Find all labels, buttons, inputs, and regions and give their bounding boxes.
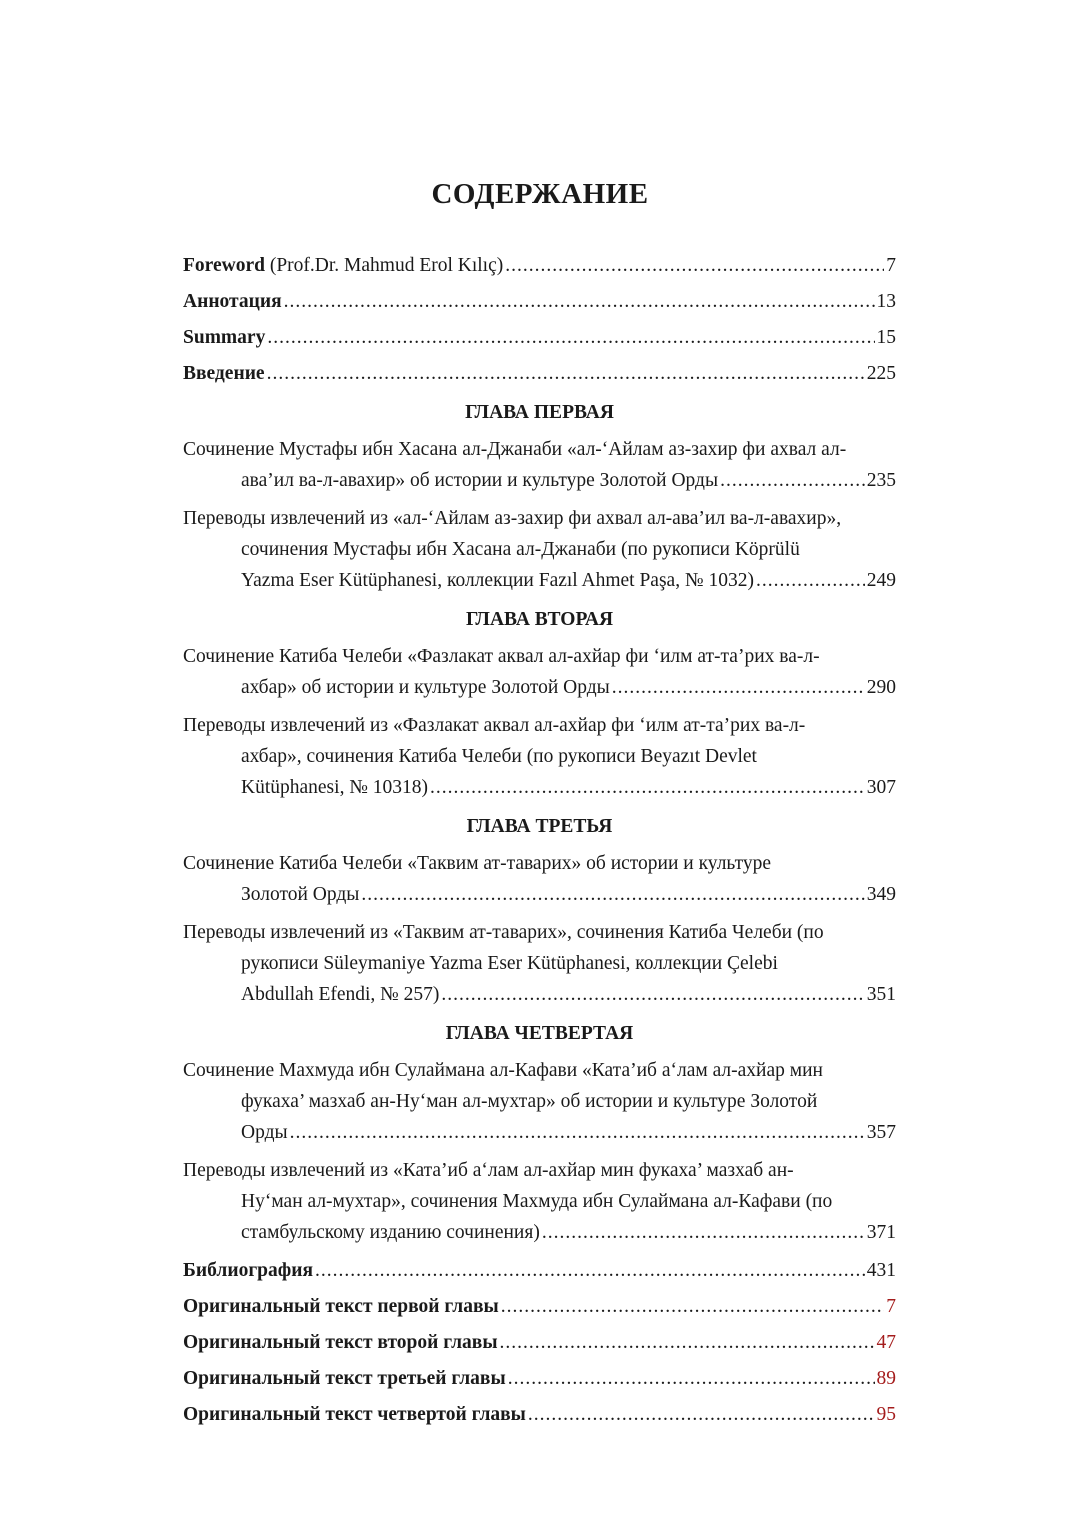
entry-line: ахбар» об истории и культуре Золотой Орды [241, 677, 610, 698]
page-number: 351 [866, 984, 896, 1005]
dot-leader [267, 322, 874, 354]
page-number: 307 [866, 777, 896, 798]
entry-label: Summary [183, 327, 266, 348]
toc-entry-original-ch2[interactable] [183, 1327, 896, 1359]
dot-leader [284, 286, 875, 318]
dot-leader [612, 672, 865, 703]
entry-line: рукописи Süleymaniye Yazma Eser Kütüphanesi, коллекции Çelebi [241, 953, 778, 974]
page-number: 225 [866, 363, 896, 384]
dot-leader [267, 358, 865, 390]
entry-label: Оригинальный текст третьей главы [183, 1368, 506, 1389]
page-number: 249 [866, 570, 896, 591]
dot-leader [500, 1327, 875, 1359]
entry-line: ахбар», сочинения Катиба Челеби (по рукописи Beyazıt Devlet [241, 746, 757, 767]
entry-line: Сочинение Катиба Челеби «Таквим ат-таварих» об истории и культуре [183, 853, 771, 874]
dot-leader [361, 879, 864, 910]
dot-leader [290, 1117, 865, 1148]
toc-entry-introduction[interactable] [183, 358, 896, 390]
entry-line: Переводы извлечений из «Ката’иб а‘лам ал-ахйар мин фукаха’ мазхаб ан- [183, 1160, 794, 1181]
dot-leader [756, 565, 865, 596]
entry-label: Аннотация [183, 291, 282, 312]
table-of-contents [183, 250, 896, 1435]
entry-label: Введение [183, 363, 265, 384]
page-number: 13 [876, 291, 896, 312]
toc-entry-annotation[interactable] [183, 286, 896, 318]
dot-leader [528, 1399, 875, 1431]
entry-line: Переводы извлечений из «ал-‘Айлам аз-захир фи ахвал ал-ава’ил ва-л-авахир», [183, 508, 842, 529]
dot-leader [720, 465, 865, 496]
toc-entry-bibliography[interactable] [183, 1255, 896, 1287]
entry-line: Орды [241, 1122, 288, 1143]
toc-entry-ch3-2[interactable] [183, 917, 896, 1010]
page-number: 357 [866, 1122, 896, 1143]
dot-leader [508, 1363, 875, 1395]
entry-line: Переводы извлечений из «Фазлакат аквал ал-ахйар фи ‘илм ат-та’рих ва-л- [183, 715, 806, 736]
dot-leader [501, 1291, 885, 1323]
entry-label: Библиография [183, 1260, 314, 1281]
entry-line: Ну‘ман ал-мухтар», сочинения Махмуда ибн Сулаймана ал-Кафави (по [241, 1191, 833, 1212]
dot-leader [542, 1217, 865, 1248]
entry-line: Сочинение Махмуда ибн Сулаймана ал-Кафави «Ката’иб а‘лам ал-ахйар мин [183, 1060, 823, 1081]
page-number: 89 [876, 1368, 896, 1389]
page-number: 290 [866, 677, 896, 698]
entry-line: ава’ил ва-л-авахир» об истории и культуре Золотой Орды [241, 470, 719, 491]
entry-line: сочинения Мустафы ибн Хасана ал-Джанаби (по рукописи Köprülü [241, 539, 800, 560]
toc-entry-ch2-1[interactable] [183, 641, 896, 703]
toc-entry-original-ch1[interactable] [183, 1291, 896, 1323]
entry-label: Оригинальный текст второй главы [183, 1332, 498, 1353]
page-number: 7 [886, 1296, 896, 1317]
toc-entry-ch4-2[interactable] [183, 1155, 896, 1248]
toc-entry-ch2-2[interactable] [183, 710, 896, 803]
chapter-heading-1: ГЛАВА ПЕРВАЯ [465, 402, 614, 423]
entry-label: Foreword [183, 255, 265, 276]
toc-entry-summary[interactable] [183, 322, 896, 354]
entry-subtitle: (Prof.Dr. Mahmud Erol Kılıç) [264, 255, 504, 276]
chapter-heading-3: ГЛАВА ТРЕТЬЯ [466, 816, 613, 837]
dot-leader [315, 1255, 865, 1287]
entry-line: Сочинение Катиба Челеби «Фазлакат аквал ал-ахйар фи ‘илм ат-та’рих ва-л- [183, 646, 820, 667]
page-number: 47 [876, 1332, 896, 1353]
page-number: 371 [866, 1222, 896, 1243]
entry-line: Золотой Орды [241, 884, 360, 905]
page-number: 15 [876, 327, 896, 348]
entry-line: стамбульскому изданию сочинения) [241, 1222, 540, 1243]
page-number: 235 [866, 470, 896, 491]
chapter-heading-4: ГЛАВА ЧЕТВЕРТАЯ [445, 1023, 634, 1044]
toc-entry-ch1-1[interactable] [183, 434, 896, 496]
toc-entry-ch4-1[interactable] [183, 1055, 896, 1148]
toc-entry-foreword[interactable] [183, 250, 896, 282]
entry-line: Сочинение Мустафы ибн Хасана ал-Джанаби «ал-‘Айлам аз-захир фи ахвал ал- [183, 439, 847, 460]
dot-leader [441, 979, 864, 1010]
entry-label: Оригинальный текст четвертой главы [183, 1404, 526, 1425]
entry-label: Оригинальный текст первой главы [183, 1296, 499, 1317]
page-number: 431 [866, 1260, 896, 1281]
entry-line: Kütüphanesi, № 10318) [241, 777, 429, 798]
toc-entry-ch1-2[interactable] [183, 503, 896, 596]
entry-line: фукаха’ мазхаб ан-Ну‘ман ал-мухтар» об истории и культуре Золотой [241, 1091, 818, 1112]
page-title: СОДЕРЖАНИЕ [431, 178, 649, 210]
entry-line: Abdullah Efendi, № 257) [241, 984, 440, 1005]
toc-entry-original-ch3[interactable] [183, 1363, 896, 1395]
dot-leader [505, 250, 884, 282]
entry-line: Переводы извлечений из «Таквим ат-таварих», сочинения Катиба Челеби (по [183, 922, 824, 943]
page-number: 95 [876, 1404, 896, 1425]
chapter-heading-2: ГЛАВА ВТОРАЯ [465, 609, 614, 630]
toc-entry-original-ch4[interactable] [183, 1399, 896, 1431]
page-number: 7 [886, 255, 896, 276]
toc-entry-ch3-1[interactable] [183, 848, 896, 910]
entry-line: Yazma Eser Kütüphanesi, коллекции Fazıl Ahmet Paşa, № 1032) [241, 570, 754, 591]
dot-leader [430, 772, 865, 803]
page-number: 349 [866, 884, 896, 905]
